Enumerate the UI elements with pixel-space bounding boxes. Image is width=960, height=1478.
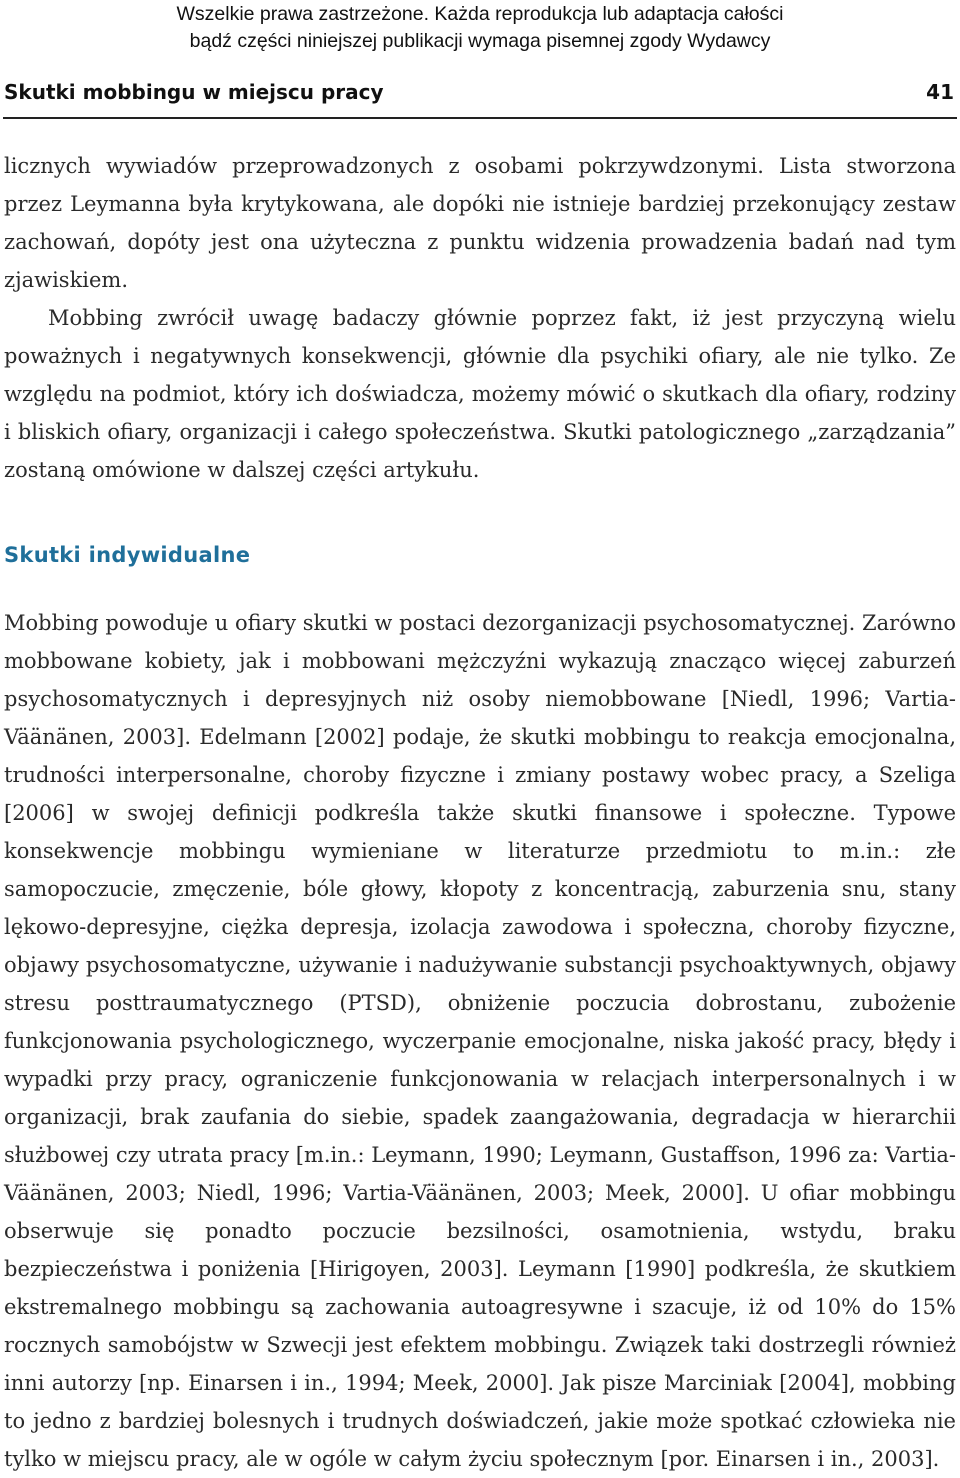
section-paragraph: Mobbing powoduje u ofiary skutki w postaci dezorganizacji psychosomatycznej. Zarówno mobbowane kobiety, jak i mobbowani mężczyźni wykazują znacząco więcej zaburzeń psychosomatycznych i depresyjnych niż osoby niemobbowane [Niedl, 1996; Vartia-Väänänen, 2003]. Edelmann [2002] podaje, że skutki mobbingu to reakcja emocjonalna, trudności interpersonalne, choroby fizyczne i zmiany postawy wobec pracy, a Szeliga [2006] w swojej definicji podkreśla także skutki finansowe i społeczne. Typowe konsekwencje mobbingu wymieniane w literaturze przedmiotu to m.in.: złe samopoczucie, zmęczenie, bóle głowy, kłopoty z koncentracją, zaburzenia snu, stany lękowo-depresyjne, ciężka depresja, izolacja zawodowa i społeczna, choroby fizyczne, objawy psychosomatyczne, używanie i nadużywanie substancji psychoaktywnych, objawy stresu posttraumatycznego (PTSD), obniżenie poczucia dobrostanu, zubożenie funkcjonowania psychologicznego, wyczerpanie emocjonalne, niska jakość pracy, błędy i wypadki przy pracy, ograniczenie funkcjonowania w relacjach interpersonalnych i w organizacji, brak zaufania do siebie, spadek zaangażowania, degradacja w hierarchii służbowej czy utrata pracy [m.in.: Leymann, 1990; Leymann, Gustaffson, 1996 za: Vartia-Väänänen, 2003; Niedl, 1996; Vartia-Väänänen, 2003; Meek, 2000]. U ofiar mobbingu obserwuje się ponadto poczucie bezsilności, osamotnienia, wstydu, braku bezpieczeństwa i poniżenia [Hirigoyen, 2003]. Leymann [1990] podkreśla, że skutkiem ekstremalnego mobbingu są zachowania autoagresywne i szacuje, iż od 10% do 15% rocznych samobójstw w Szwecji jest efektem mobbingu. Związek taki dostrzegli również inni autorzy [np. Einarsen i in., 1994; Meek, 2000]. Jak pisze Marciniak [2004], mobbing to jedno z bardziej bolesnych i trudnych doświadczeń, jakie może spotkać człowieka nie tylko w miejscu pracy, ale w ogóle w całym życiu społecznym [por. Einarsen i in., 2003]. [4,611,956,1471]
header-divider [3,117,957,119]
running-header [4,76,954,108]
intro-paragraph-2: Mobbing zwrócił uwagę badaczy głównie poprzez fakt, iż jest przyczyną wielu poważnych i negatywnych konsekwencji, głównie dla psychiki ofiary, ale nie tylko. Ze względu na podmiot, który ich doświadcza, możemy mówić o skutkach dla ofiary, rodziny i bliskich ofiary, organizacji i całego społeczeństwa. Skutki patologicznego „zarządzania” zostaną omówione w dalszej części artykułu. [4,306,956,482]
section-heading: Skutki indywidualne [4,543,251,567]
page-number: 41 [926,80,954,104]
section-body [4,604,956,1478]
copyright-line-2: bądź części niniejszej publikacji wymaga pisemnej zgody Wydawcy [189,30,771,52]
copyright-line-1: Wszelkie prawa zastrzeżone. Każda reprodukcja lub adaptacja całości [176,3,784,25]
copyright-notice [0,0,960,55]
intro-text [4,147,956,489]
intro-paragraph-1: licznych wywiadów przeprowadzonych z osobami pokrzywdzonymi. Lista stworzona przez Leymanna była krytykowana, ale dopóki nie istnieje bardziej przekonujący zestaw zachowań, dopóty jest ona użyteczna z punktu widzenia prowadzenia badań nad tym zjawiskiem. [4,154,956,292]
running-header-title: Skutki mobbingu w miejscu pracy [4,80,384,104]
